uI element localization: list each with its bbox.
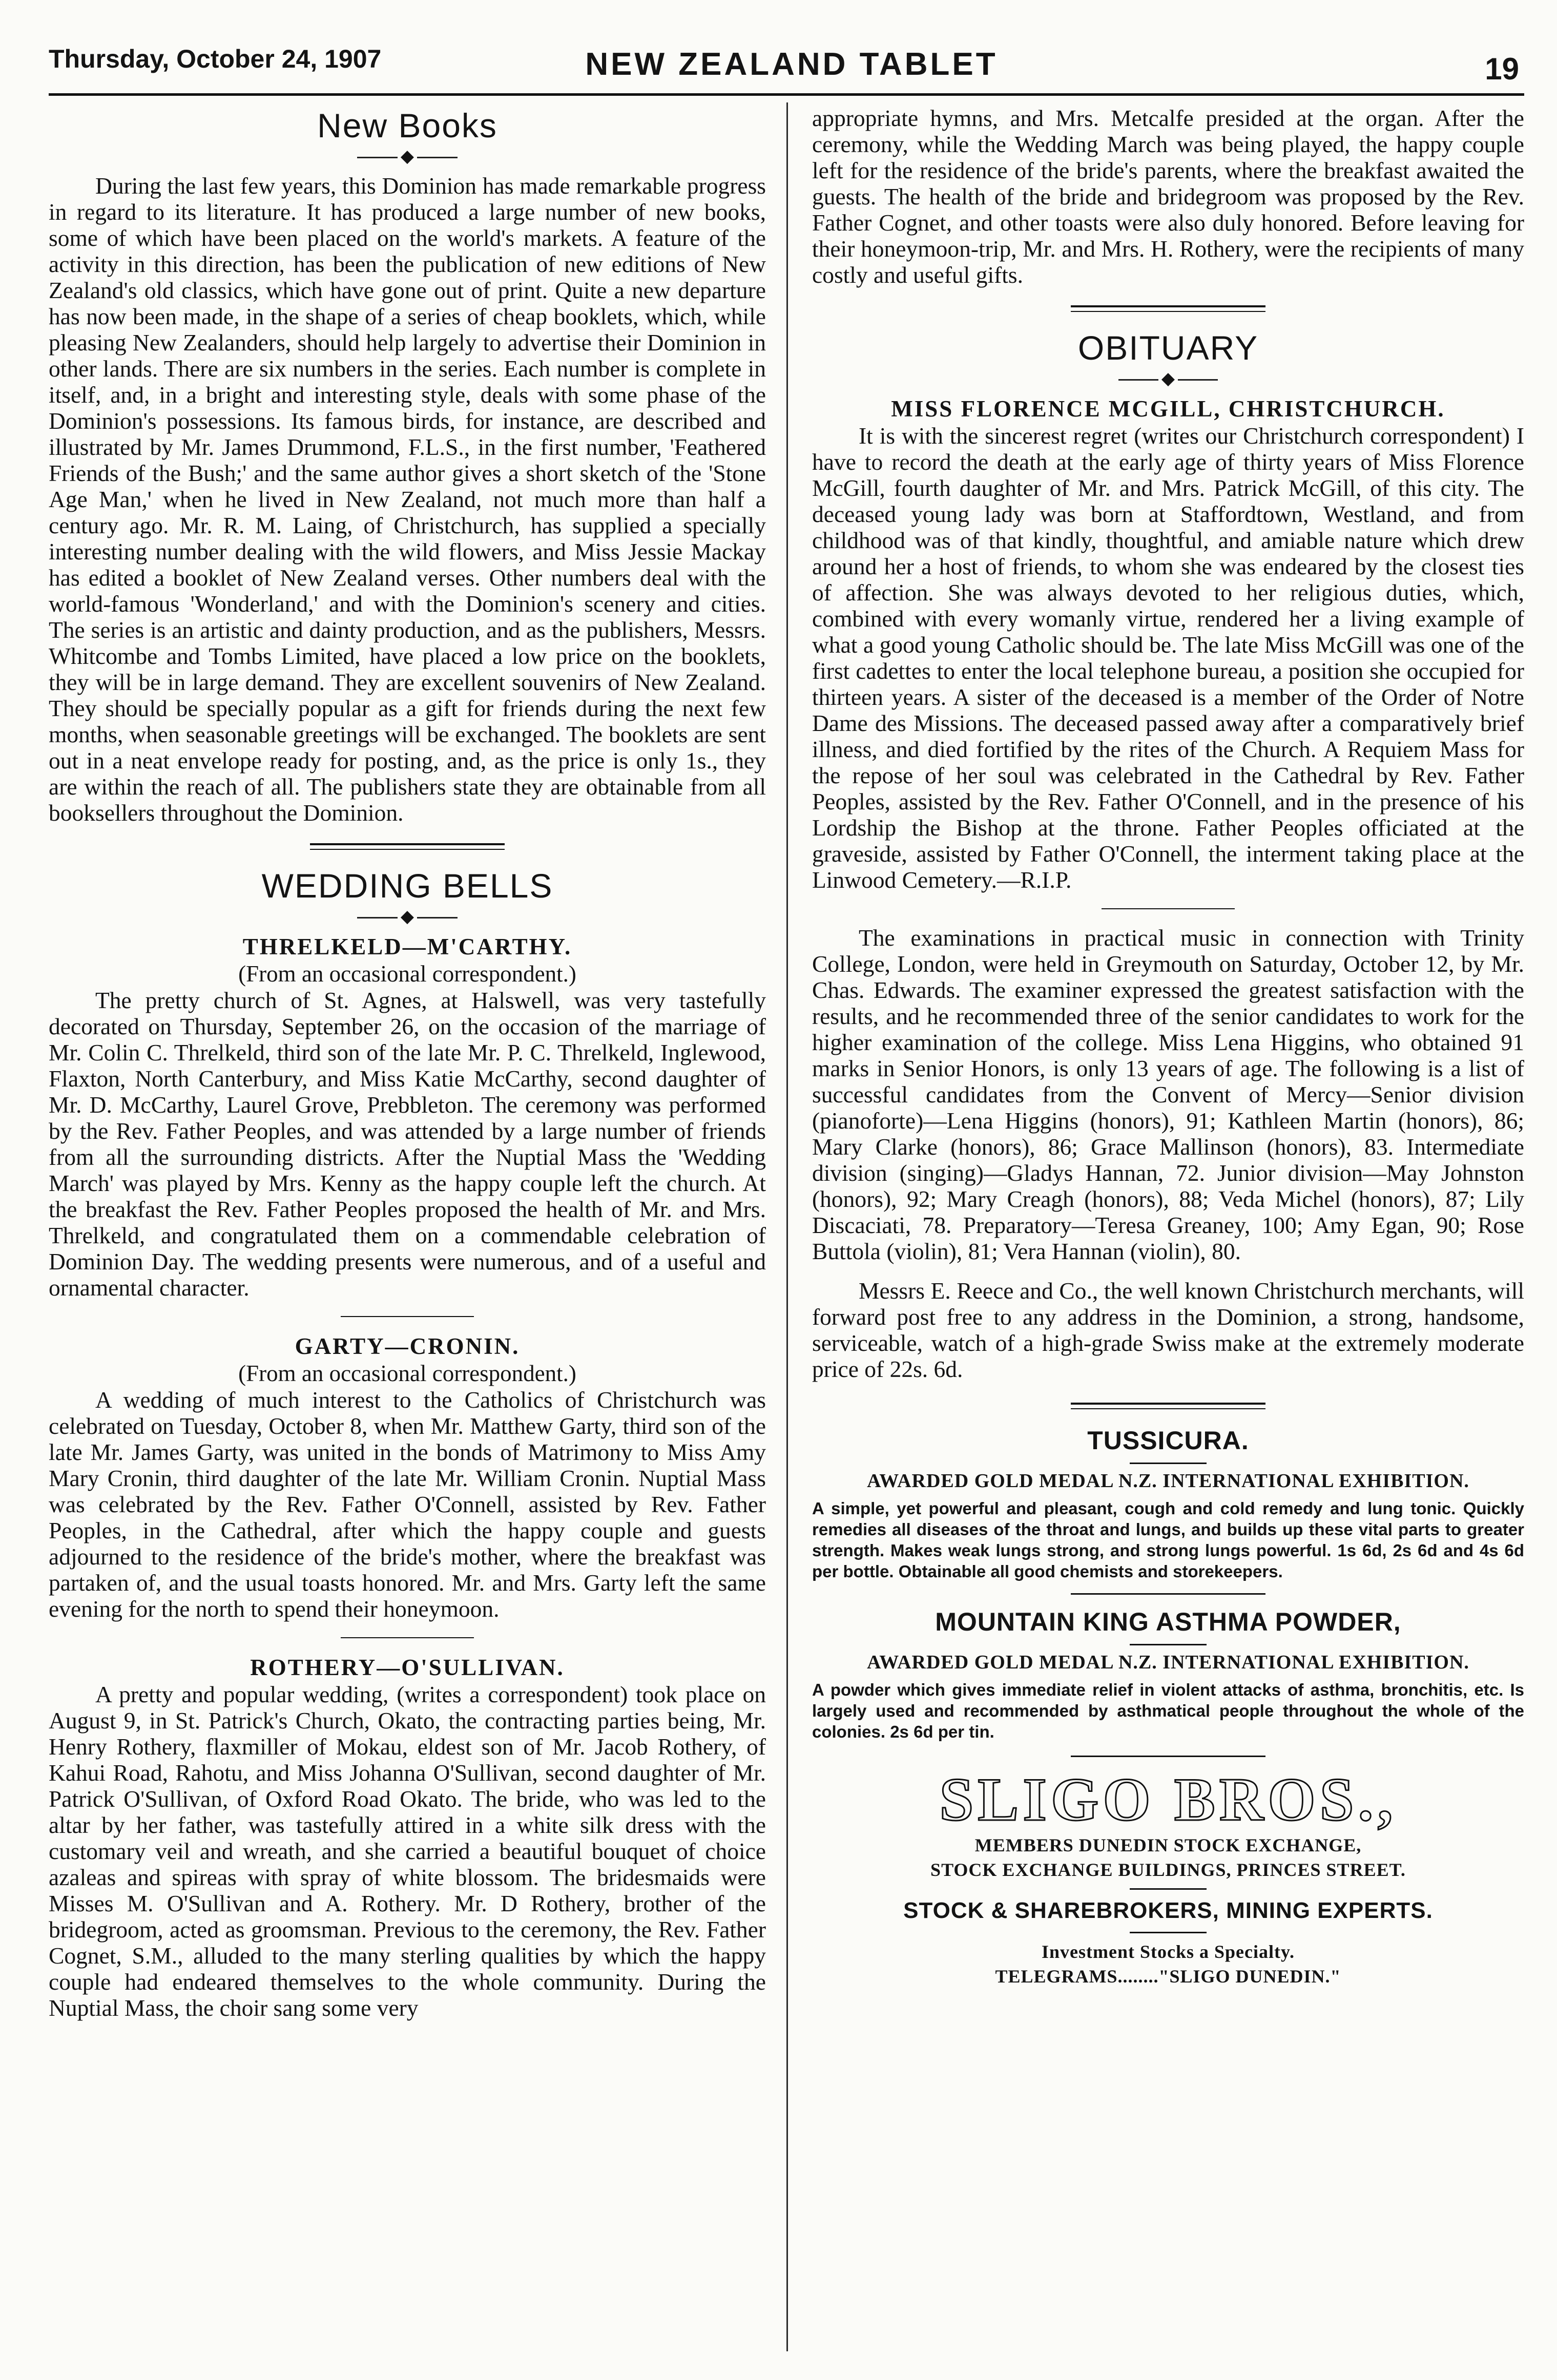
sligo-members: MEMBERS DUNEDIN STOCK EXCHANGE,	[974, 1835, 1362, 1855]
sligo-bros-ad	[812, 1766, 1524, 1989]
wedding-bells-section	[49, 865, 766, 2021]
mountain-king-title: MOUNTAIN KING ASTHMA POWDER,	[935, 1607, 1401, 1636]
wedding-bells-title: WEDDING BELLS	[261, 867, 553, 905]
ad-rule	[1130, 1463, 1207, 1464]
page-number: 19	[1485, 52, 1519, 86]
section-rule	[1071, 1403, 1265, 1409]
ad-rule	[1071, 1593, 1265, 1595]
article-rule	[1102, 908, 1235, 909]
article-rule	[341, 1316, 474, 1317]
threlkeld-body: The pretty church of St. Agnes, at Halswell, was very tastefully decorated on Thursday, September 26, on the occasion of the marriage of Mr. Colin C. Threlkeld, third son of the late Mr. P. C. Threlkeld, Inglewood, Flaxton, North Canterbury, and Miss Katie McCarthy, second daughter of Mr. D. McCarthy, Laurel Grove, Prebbleton. The ceremony was performed by the Rev. Father Peoples, and was attended by a large number of friends from all the surrounding districts. After the Nuptial Mass the 'Wedding March' was played by Mrs. Kenny as the happy couple left the church. At the breakfast the Rev. Father Peoples proposed the health of Mr. and Mrs. Threlkeld, and congratulated them on a commendable celebration of Dominion Day. The wedding presents were numerous, and of a useful and ornamental character.	[49, 987, 766, 1301]
right-column	[812, 105, 1524, 1989]
rothery-body: A pretty and popular wedding, (writes a correspondent) took place on August 9, in St. Patrick's Church, Okato, the contracting parties being, Mr. Henry Rothery, flaxmiller of Mokau, eldest son of Mr. Jacob Rothery, of Kahui Road, Rahotu, and Miss Johanna O'Sullivan, second daughter of Mr. Patrick O'Sullivan, of Oxford Road Okato. The bride, who was led to the altar by her father, was tastefully attired in a white silk dress with the customary veil and wreath, and she carried a beautiful bouquet of choice azaleas and spireas with spray of white blossom. The bridesmaids were Misses M. O'Sullivan and A. Rothery. Mr. D Rothery, brother of the bridegroom, acted as groomsman. Previous to the ceremony, the Rev. Father Cognet, S.M., alluded to the many sterling qualities by which the happy couple had endeared themselves to the whole community. During the Nuptial Mass, the choir sang some very	[49, 1681, 766, 2021]
mountain-king-body: A powder which gives immediate relief in violent attacks of asthma, bronchitis, etc. Is largely used and recommended by asthmatical people throughout the whole of the colonies. 2s 6d per tin.	[812, 1680, 1524, 1741]
column-divider	[786, 102, 788, 2351]
obituary-title: OBITUARY	[1077, 329, 1259, 367]
sligo-address: STOCK EXCHANGE BUILDINGS, PRINCES STREET.	[930, 1860, 1406, 1880]
tussicura-award: AWARDED GOLD MEDAL N.Z. INTERNATIONAL EXHIBITION.	[867, 1470, 1469, 1492]
section-rule	[1071, 305, 1265, 312]
mountain-king-ad	[812, 1606, 1524, 1742]
tussicura-ad	[812, 1425, 1524, 1582]
ad-rule	[1130, 1888, 1207, 1890]
garty-heading: GARTY—CRONIN.	[295, 1333, 520, 1359]
sligo-telegrams: TELEGRAMS........"SLIGO DUNEDIN."	[995, 1966, 1341, 1987]
obituary-section	[812, 327, 1524, 893]
sligo-specialty: Investment Stocks a Specialty.	[1041, 1941, 1295, 1962]
new-books-article	[49, 105, 766, 826]
garty-body: A wedding of much interest to the Catholics of Christchurch was celebrated on Tuesday, October 8, when Mr. Matthew Garty, third son of the late Mr. James Garty, was united in the bonds of Matrimony to Miss Amy Mary Cronin, third daughter of the late Mr. William Cronin. Nuptial Mass was celebrated by the Rev. Father O'Connell, assisted by Rev. Father Peoples, in the Cathedral, after which the happy couple and guests adjourned to the residence of the bride's mother, where the breakfast was partaken of, and the usual toasts honored. Mr. and Mrs. Garty left the same evening for the north to spend their honeymoon.	[49, 1387, 766, 1622]
garty-byline: (From an occasional correspondent.)	[238, 1361, 576, 1386]
rothery-continuation: appropriate hymns, and Mrs. Metcalfe presided at the organ. After the ceremony, while the Wedding March was being played, the happy couple left for the residence of the bride's parents, where the breakfast awaited the guests. The health of the bride and bridegroom was proposed by the Rev. Father Cognet, and other toasts were also duly honored. Before leaving for their honeymoon-trip, Mr. and Mrs. H. Rothery, were the recipients of many costly and useful gifts.	[812, 105, 1524, 288]
newspaper-title: NEW ZEALAND TABLET	[585, 47, 998, 82]
masthead-rule	[49, 93, 1524, 96]
divider-ornament: ◆	[49, 148, 766, 165]
sligo-business: STOCK & SHAREBROKERS, MINING EXPERTS.	[903, 1898, 1433, 1923]
new-books-body: During the last few years, this Dominion has made remarkable progress in regard to its literature. It has produced a large number of new books, some of which have been placed on the world's markets. A feature of the activity in this direction, has been the publication of new editions of New Zealand's old classics, which have gone out of print. Quite a new departure has now been made, in the shape of a series of cheap booklets, which, while pleasing New Zealanders, should help largely to advertise their Dominion in other lands. There are six numbers in the series. Each number is complete in itself, and, in a bright and interesting style, deals with some phase of the Dominion's possessions. Its famous birds, for instance, are described and illustrated by Mr. James Drummond, F.L.S., in the first number, 'Feathered Friends of the Bush;' and the same author gives a short sketch of the 'Stone Age Man,' when he lived in New Zealand, not much more than half a century ago. Mr. R. M. Laing, of Christchurch, has supplied a specially interesting number dealing with the wild flowers, and Miss Jessie Mackay has edited a booklet of New Zealand verses. Other numbers deal with the world-famous 'Wonderland,' and with the Dominion's scenery and cities. The series is an artistic and dainty production, and as the publishers, Messrs. Whitcombe and Tombs Limited, have placed a low price on the booklets, they will be in large demand. They are excellent souvenirs of New Zealand. They should be specially popular as a gift for friends during the next few months, when seasonable greetings will be exchanged. The booklets are sent out in a neat envelope ready for posting, and, as the price is only 1s., they are within the reach of all. The publishers state they are obtainable from all booksellers throughout the Dominion.	[49, 173, 766, 826]
music-exams-body: The examinations in practical music in connection with Trinity College, London, were held in Greymouth on Saturday, October 12, by Mr. Chas. Edwards. The examiner expressed the greatest satisfaction with the results, and he recommended three of the senior candidates to work for the higher examination of the college. Miss Lena Higgins, who obtained 91 marks in Senior Honors, is only 13 years of age. The following is a list of successful candidates from the Convent of Mercy—Senior division (pianoforte)—Lena Higgins (honors), 91; Kathleen Martin (honors), 86; Mary Clarke (honors), 86; Grace Mallinson (honors), 83. Intermediate division (singing)—Gladys Hannan, 72. Junior division—May Johnston (honors), 92; Mary Creagh (honors), 88; Veda Michel (honors), 87; Lily Discaciati, 78. Preparatory—Teresa Greaney, 100; Amy Egan, 90; Rose Buttola (violin), 81; Vera Hannan (violin), 80.	[812, 925, 1524, 1264]
article-rule	[341, 1637, 474, 1638]
left-column	[49, 105, 766, 2021]
sligo-bros-name: SLIGO BROS.,	[939, 1765, 1397, 1833]
ad-rule	[1071, 1756, 1265, 1757]
reece-notice-body: Messrs E. Reece and Co., the well known Christchurch merchants, will forward post free to any address in the Dominion, a strong, handsome, serviceable, watch of a high-grade Swiss make at the extremely moderate price of 22s. 6d.	[812, 1278, 1524, 1382]
divider-ornament: ◆	[812, 370, 1524, 388]
obituary-subheading: MISS FLORENCE MCGILL, CHRISTCHURCH.	[891, 396, 1445, 422]
section-rule	[310, 843, 505, 850]
mountain-king-award: AWARDED GOLD MEDAL N.Z. INTERNATIONAL EXHIBITION.	[867, 1652, 1469, 1673]
threlkeld-heading: THRELKELD—M'CARTHY.	[242, 934, 572, 959]
tussicura-title: TUSSICURA.	[1087, 1426, 1249, 1455]
divider-ornament: ◆	[49, 908, 766, 926]
new-books-title: New Books	[317, 107, 497, 144]
obituary-body: It is with the sincerest regret (writes our Christchurch correspondent) I have to record the death at the early age of thirty years of Miss Florence McGill, fourth daughter of Mr. and Mrs. Patrick McGill, of this city. The deceased young lady was born at Staffordtown, Westland, and from childhood was of that kindly, thoughtful, and amiable nature which drew around her a host of friends, to whom she was endeared by the closest ties of affection. She was always devoted to her religious duties, which, combined with every womanly virtue, rendered her a living example of what a good young Catholic should be. The late Miss McGill was one of the first cadettes to enter the local telephone bureau, a position she occupied for thirteen years. A sister of the deceased is a member of the Order of Notre Dame des Missions. The deceased passed away after a comparatively brief illness, and died fortified by the rites of the Church. A Requiem Mass for the repose of her soul was celebrated in the Cathedral by Rev. Father Peoples, assisted by the Rev. Father O'Connell, and in the presence of his Lordship the Bishop at the throne. Father Peoples officiated at the graveside, assisted by Father O'Connell, the interment taking place at the Linwood Cemetery.—R.I.P.	[812, 423, 1524, 893]
issue-date: Thursday, October 24, 1907	[49, 45, 382, 73]
masthead	[49, 36, 1524, 97]
ad-rule	[1130, 1644, 1207, 1645]
ad-rule	[1130, 1932, 1207, 1933]
rothery-heading: ROTHERY—O'SULLIVAN.	[250, 1655, 565, 1680]
tussicura-body: A simple, yet powerful and pleasant, cough and cold remedy and lung tonic. Quickly remedies all diseases of the throat and lungs, and builds up these vital parts to greater strength. Makes weak lungs strong, and strong lungs powerful. 1s 6d, 2s 6d and 4s 6d per bottle. Obtainable all good chemists and storekeepers.	[812, 1499, 1524, 1581]
threlkeld-byline: (From an occasional correspondent.)	[238, 961, 576, 987]
